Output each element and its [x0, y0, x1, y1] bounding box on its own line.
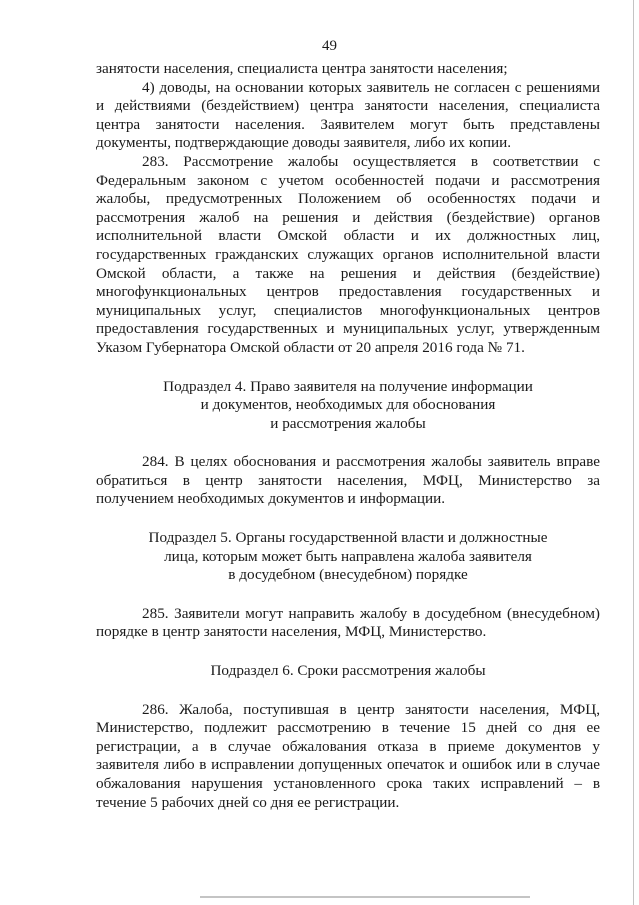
paragraph-283: 283. Рассмотрение жалобы осуществляется в соответствии с Федеральным законом с учетом особенностей подачи и рассмотрения жалобы, предусмотренных Положением об особенностях подачи и рассмотрения жалоб на решения и действия (бездействие) органов исполнительной власти Омской области и их должностных лиц, государственных гражданских служащих органов исполнительной власти Омской области, а также на решения и действия (бездействие) многофункциональных центров предоставления государственных и муниципальных услуг, специалистов многофункциональных центров предоставления государственных и муниципальных услуг, утвержденным Указом Губернатора Омской области от 20 апреля 2016 года № 71. [96, 152, 600, 356]
paragraph-286: 286. Жалоба, поступившая в центр занятости населения, МФЦ, Министерство, подлежит рассмотрению в течение 15 дней со дня ее регистрации, а в случае обжалования отказа в приеме документов у заявителя либо в исправлении допущенных опечаток и ошибок или в случае обжалования нарушения установленного срока таких исправлений – в течение 5 рабочих дней со дня ее регистрации. [96, 700, 600, 811]
section-heading-line: Подраздел 5. Органы государственной власти и должностные [148, 529, 548, 547]
scan-artifact-bottom [200, 896, 530, 898]
section-heading-line: и документов, необходимых для обоснования [200, 396, 496, 414]
paragraph-285: 285. Заявители могут направить жалобу в досудебном (внесудебном) порядке в центр занятости населения, МФЦ, Министерство. [96, 604, 600, 641]
section-5-heading [96, 529, 600, 585]
section-heading-line: Подраздел 4. Право заявителя на получение информации [163, 377, 533, 395]
scan-artifact-right [633, 0, 634, 905]
section-heading-line: Подраздел 6. Сроки рассмотрения жалобы [210, 662, 486, 680]
paragraph-continuation: занятости населения, специалиста центра занятости населения; [96, 60, 508, 77]
section-4-heading [96, 378, 600, 434]
section-heading-line: лица, которым может быть направлена жалоба заявителя [164, 547, 532, 565]
section-6-heading [96, 662, 600, 681]
section-heading-line: и рассмотрения жалобы [270, 414, 426, 432]
paragraph-item-4: 4) доводы, на основании которых заявитель не согласен с решениями и действиями (бездействием) центра занятости населения, специалиста центра занятости населения. Заявителем могут быть представлены документы, подтверждающие доводы заявителя, либо их копии. [96, 78, 600, 152]
document-body [96, 60, 600, 812]
page-number: 49 [322, 38, 337, 54]
paragraph-284: 284. В целях обоснования и рассмотрения жалобы заявитель вправе обратиться в центр занятости населения, МФЦ, Министерство за получением необходимых документов и информации. [96, 453, 600, 508]
section-heading-line: в досудебном (внесудебном) порядке [228, 566, 468, 584]
